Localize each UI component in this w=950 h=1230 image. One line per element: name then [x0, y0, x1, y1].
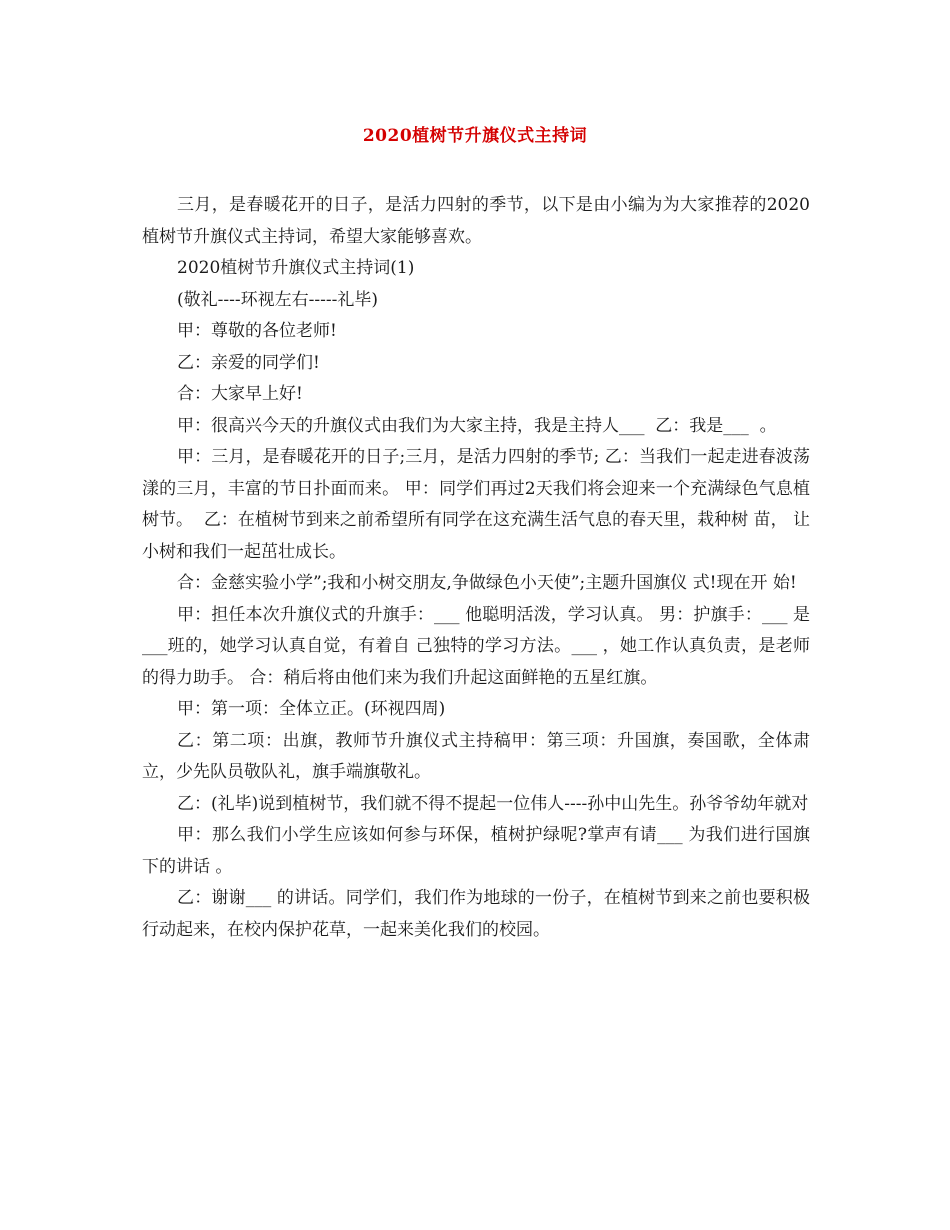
- document-title: 2020植树节升旗仪式主持词: [362, 126, 588, 146]
- paragraph-line: 甲：担任本次升旗仪式的升旗手：___ 他聪明活泼，学习认真。 男：护旗手：___ 是___班的，她学习认真自觉，有着自 己独特的学习方法。___ ，她工作认真负责，是老师的得力助手。 合：稍后将由他们来为我们升起这面鲜艳的五星红旗。: [142, 604, 810, 688]
- paragraph-stage-direction: (敬礼----环视左右-----礼毕): [177, 289, 378, 310]
- paragraph-line: 甲：第一项：全体立正。(环视四周): [177, 699, 446, 719]
- paragraph-line: 合：金慈实验小学”;我和小树交朋友,争做绿色小天使”;主题升国旗仪 式!现在开 始!: [177, 573, 797, 593]
- paragraph-subtitle: 2020植树节升旗仪式主持词(1): [177, 258, 415, 278]
- document-body: [142, 190, 810, 946]
- paragraph-line: 乙：(礼毕)说到植树节，我们就不得不提起一位伟人----孙中山先生。孙爷爷幼年就对: [177, 793, 809, 814]
- paragraph-line: 甲：很高兴今天的升旗仪式由我们为大家主持，我是主持人___ 乙：我是___ 。: [177, 415, 777, 436]
- paragraph-intro: 三月，是春暖花开的日子，是活力四射的季节，以下是由小编为为大家推荐的2020植树节升旗仪式主持词，希望大家能够喜欢。: [142, 195, 810, 247]
- paragraph-line: 合：大家早上好!: [177, 384, 303, 404]
- paragraph-line: 甲：尊敬的各位老师!: [177, 321, 337, 341]
- paragraph-line: 乙：第二项：出旗，教师节升旗仪式主持稿甲：第三项：升国旗，奏国歌，全体肃立，少先队员敬队礼，旗手端旗敬礼。: [142, 730, 810, 782]
- paragraph-line: 甲：三月，是春暖花开的日子;三月，是活力四射的季节; 乙：当我们一起走进春波荡漾的三月，丰富的节日扑面而来。 甲：同学们再过2天我们将会迎来一个充满绿色气息植树节。 乙：在植树节到来之前希望所有同学在这充满生活气息的春天里，栽种树 苗， 让小树和我们一起茁壮成长。: [142, 447, 810, 562]
- paragraph-line: 乙：亲爱的同学们!: [177, 352, 320, 373]
- paragraph-line: 乙：谢谢___ 的讲话。同学们，我们作为地球的一份子，在植树节到来之前也要积极行动起来，在校内保护花草，一起来美化我们的校园。: [142, 888, 810, 940]
- paragraph-line: 甲：那么我们小学生应该如何参与环保，植树护绿呢?掌声有请___ 为我们进行国旗下的讲话 。: [142, 825, 810, 877]
